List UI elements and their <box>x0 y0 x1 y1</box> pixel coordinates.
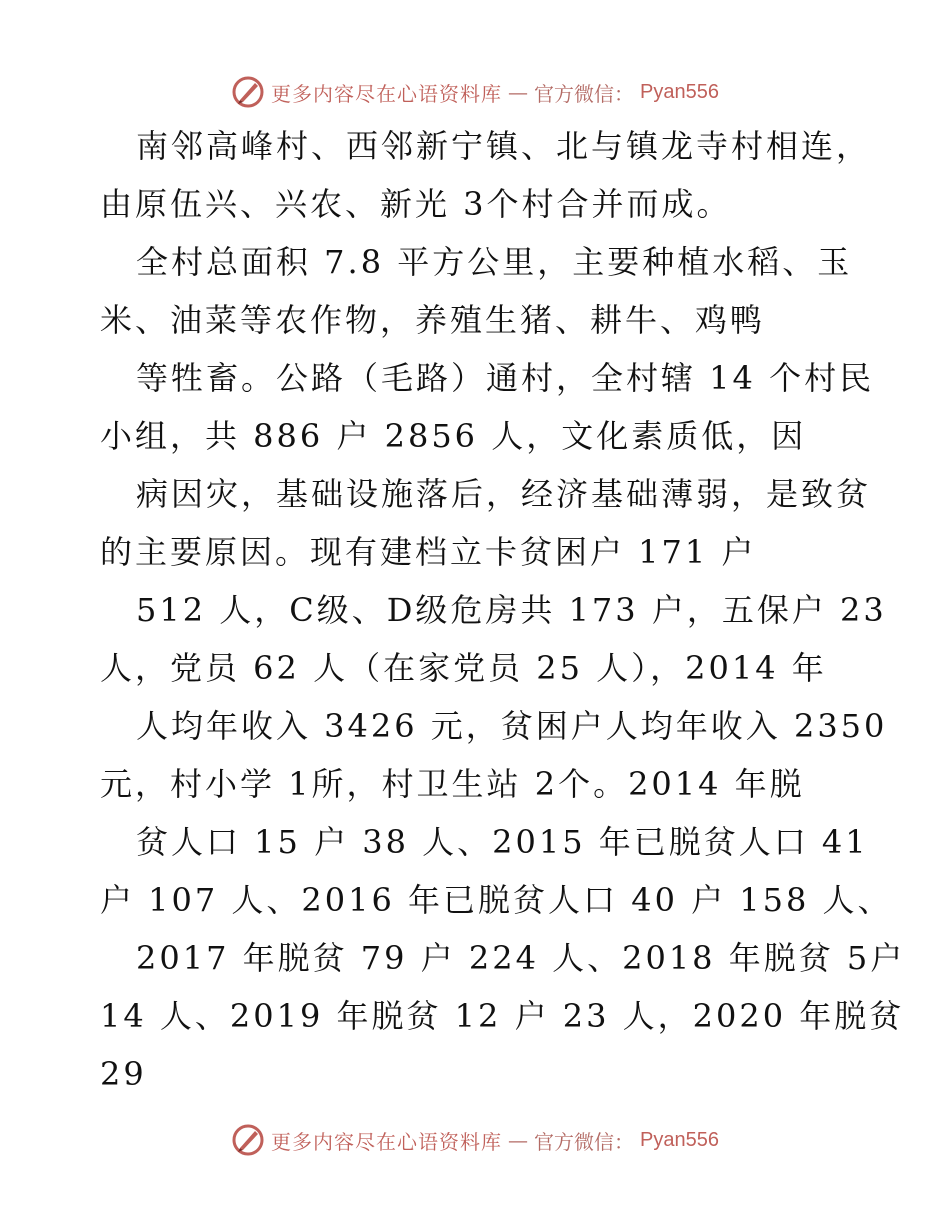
watermark-label: 官方微信： <box>534 81 635 106</box>
watermark-dash: — <box>508 1128 529 1152</box>
watermark-handle: Pyan556 <box>640 80 719 103</box>
text-line: 米、油菜等农作物，养殖生猪、耕牛、鸡鸭 <box>100 301 766 339</box>
text-line: 元，村小学 1所，村卫生站 2个。2014 年脱 <box>100 765 805 803</box>
header-watermark <box>0 72 950 112</box>
text-line: 等牲畜。公路（毛路）通村，全村辖 14 个村民 <box>136 359 875 397</box>
text-line: 29 <box>100 1055 147 1093</box>
text-line: 南邻高峰村、西邻新宁镇、北与镇龙寺村相连， <box>136 127 872 165</box>
quill-pen-circle-icon <box>231 1123 265 1157</box>
watermark-brand: 更多内容尽在心语资料库 <box>271 1129 503 1154</box>
text-line: 贫人口 15 户 38 人、2015 年已脱贫人口 41 <box>136 823 869 861</box>
text-line: 户 107 人、2016 年已脱贫人口 40 户 158 人、 <box>100 881 893 919</box>
text-line: 512 人，C级、D级危房共 173 户，五保户 23 <box>136 591 887 629</box>
text-line: 全村总面积 7.8 平方公里，主要种植水稻、玉 <box>136 243 853 281</box>
text-line: 由原伍兴、兴农、新光 3个村合并而成。 <box>100 185 732 223</box>
text-line: 人均年收入 3426 元，贫困户人均年收入 2350 <box>136 707 888 745</box>
watermark-handle: Pyan556 <box>640 1128 719 1151</box>
text-line: 人，党员 62 人（在家党员 25 人），2014 年 <box>100 649 827 687</box>
quill-pen-circle-icon <box>231 75 265 109</box>
text-line: 2017 年脱贫 79 户 224 人、2018 年脱贫 5户 <box>136 939 906 977</box>
text-line: 14 人、2019 年脱贫 12 户 23 人，2020 年脱贫 <box>100 997 905 1035</box>
watermark-label: 官方微信： <box>534 1129 635 1154</box>
watermark-dash: — <box>508 80 529 104</box>
footer-watermark <box>0 1120 950 1160</box>
text-line: 的主要原因。现有建档立卡贫困户 171 户 <box>100 533 757 571</box>
watermark-brand: 更多内容尽在心语资料库 <box>271 81 503 106</box>
text-line: 病因灾，基础设施落后，经济基础薄弱，是致贫 <box>136 475 872 513</box>
text-line: 小组，共 886 户 2856 人，文化素质低，因 <box>100 417 807 455</box>
